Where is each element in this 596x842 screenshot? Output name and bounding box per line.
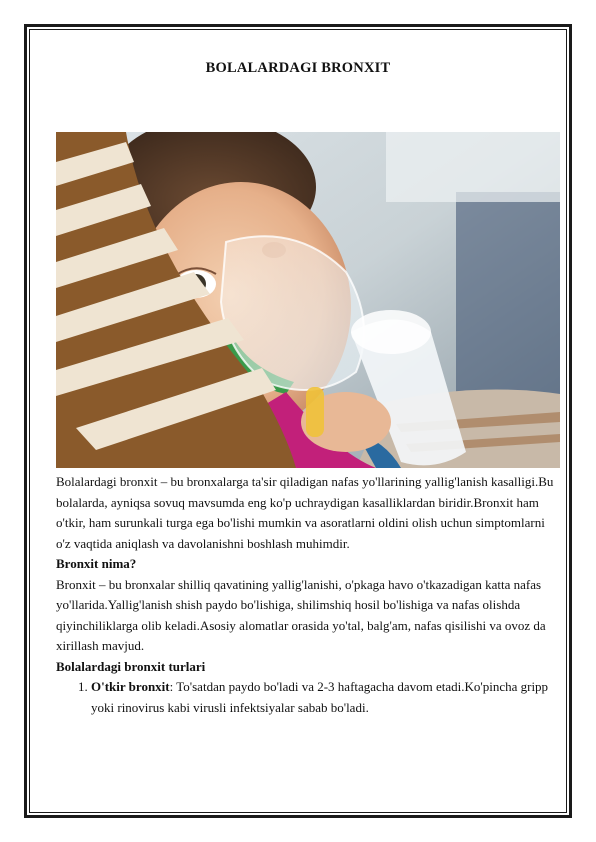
section-heading-types: Bolalardagi bronxit turlari <box>56 658 206 674</box>
bronchitis-types-list <box>56 677 560 718</box>
child-nebulizer-photo <box>56 132 560 468</box>
section-heading-what-is-bronchitis: Bronxit nima? <box>56 556 137 571</box>
list-item-text: : To'satdan paydo bo'ladi va 2-3 haftagacha davom etadi.Ko'pincha gripp yoki rinovirus kabi virusli infektsiyalar sabab bo'ladi. <box>91 679 549 715</box>
document-title: BOLALARDAGI BRONXIT <box>205 60 391 76</box>
intro-paragraph: Bolalardagi bronxit – bu bronxalarga ta'sir qiladigan nafas yo'llarining yallig'lanish kasalligi.Bu bolalarda, ayniqsa sovuq mavsumda eng ko'p uchraydigan kasalliklardan biridir.Bronxit ham o'tkir, ham surunkali turga ega bo'lishi mumkin va asoratlarni oldini olish uchun simptomlarni o'z vaqtida aniqlash va davolanishni boshlash muhimdir. <box>56 474 554 551</box>
list-item <box>91 677 560 718</box>
list-item-term: O'tkir bronxit <box>91 679 170 694</box>
document-body <box>56 472 560 718</box>
definition-paragraph: Bronxit – bu bronxalar shilliq qavatining yallig'lanishi, o'pkaga havo o'tkazadigan katta nafas yo'llarida.Yallig'lanish shish paydo bo'lishiga, shilimshiq hosil bo'lishiga va nafas olishda qiyinchiliklarga olib keladi.Asosiy alomatlar orasida yo'tal, balg'am, nafas qisilishi va ovoz da xirillash mavjud. <box>56 576 546 653</box>
